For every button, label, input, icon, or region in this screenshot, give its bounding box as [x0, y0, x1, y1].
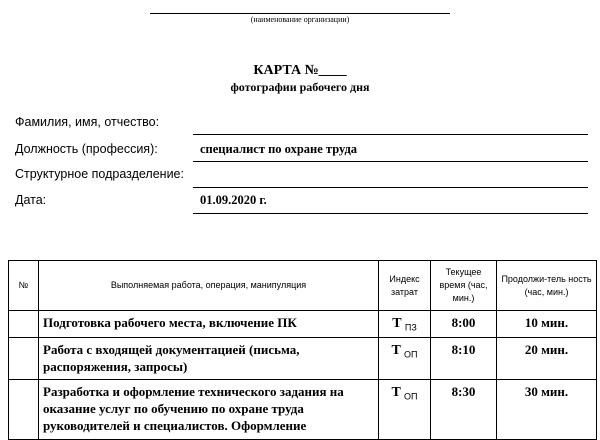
- table-row: [9, 311, 597, 338]
- table-row: [9, 379, 597, 439]
- index-subscript: ОП: [404, 391, 418, 402]
- row-num: [9, 379, 39, 439]
- index-subscript: ПЗ: [404, 322, 417, 333]
- header-index: Индекс затрат: [379, 261, 431, 311]
- field-divider-3: [193, 187, 588, 188]
- field-divider-1: [193, 134, 588, 135]
- date-label: Дата:: [15, 193, 47, 207]
- department-label: Структурное подразделение:: [15, 167, 184, 181]
- field-divider-2: [193, 161, 588, 162]
- card-title: КАРТА №____: [253, 63, 347, 78]
- row-num: [9, 311, 39, 338]
- organization-name-line: [150, 13, 450, 14]
- date-value: 01.09.2020 г.: [200, 193, 267, 207]
- row-time: 8:30: [431, 379, 497, 439]
- header-work: Выполняемая работа, операция, манипуляция: [39, 261, 379, 311]
- header-duration: Продолжи-тель ность (час, мин.): [497, 261, 597, 311]
- row-work: Разработка и оформление технического задания на оказание услуг по обучению по охране труда руководителей и специалистов. Оформление: [39, 379, 379, 439]
- index-letter: Т: [391, 384, 401, 400]
- table-row: [9, 337, 597, 379]
- row-num: [9, 337, 39, 379]
- row-duration: 30 мин.: [497, 379, 597, 439]
- header-time: Текущее время (час, мин.): [431, 261, 497, 311]
- header-num: №: [9, 261, 39, 311]
- index-subscript: ОП: [404, 349, 418, 360]
- row-time: 8:10: [431, 337, 497, 379]
- row-duration: 10 мин.: [497, 311, 597, 338]
- full-name-label: Фамилия, имя, отчество:: [15, 115, 160, 129]
- workday-photo-table: [8, 260, 597, 440]
- row-work: Подготовка рабочего места, включение ПК: [39, 311, 379, 338]
- table-header-row: [9, 261, 597, 311]
- index-letter: Т: [391, 342, 401, 358]
- row-time: 8:00: [431, 311, 497, 338]
- position-label: Должность (профессия):: [15, 142, 158, 156]
- position-value: специалист по охране труда: [200, 142, 358, 156]
- row-index: [379, 379, 431, 439]
- card-subtitle: фотографии рабочего дня: [230, 80, 370, 94]
- row-index: [379, 311, 431, 338]
- row-work: Работа с входящей документацией (письма, распоряжения, запросы): [39, 337, 379, 379]
- field-divider-4: [193, 213, 588, 214]
- row-index: [379, 337, 431, 379]
- row-duration: 20 мин.: [497, 337, 597, 379]
- index-letter: Т: [392, 316, 402, 331]
- organization-caption: (наименование организации): [250, 15, 350, 24]
